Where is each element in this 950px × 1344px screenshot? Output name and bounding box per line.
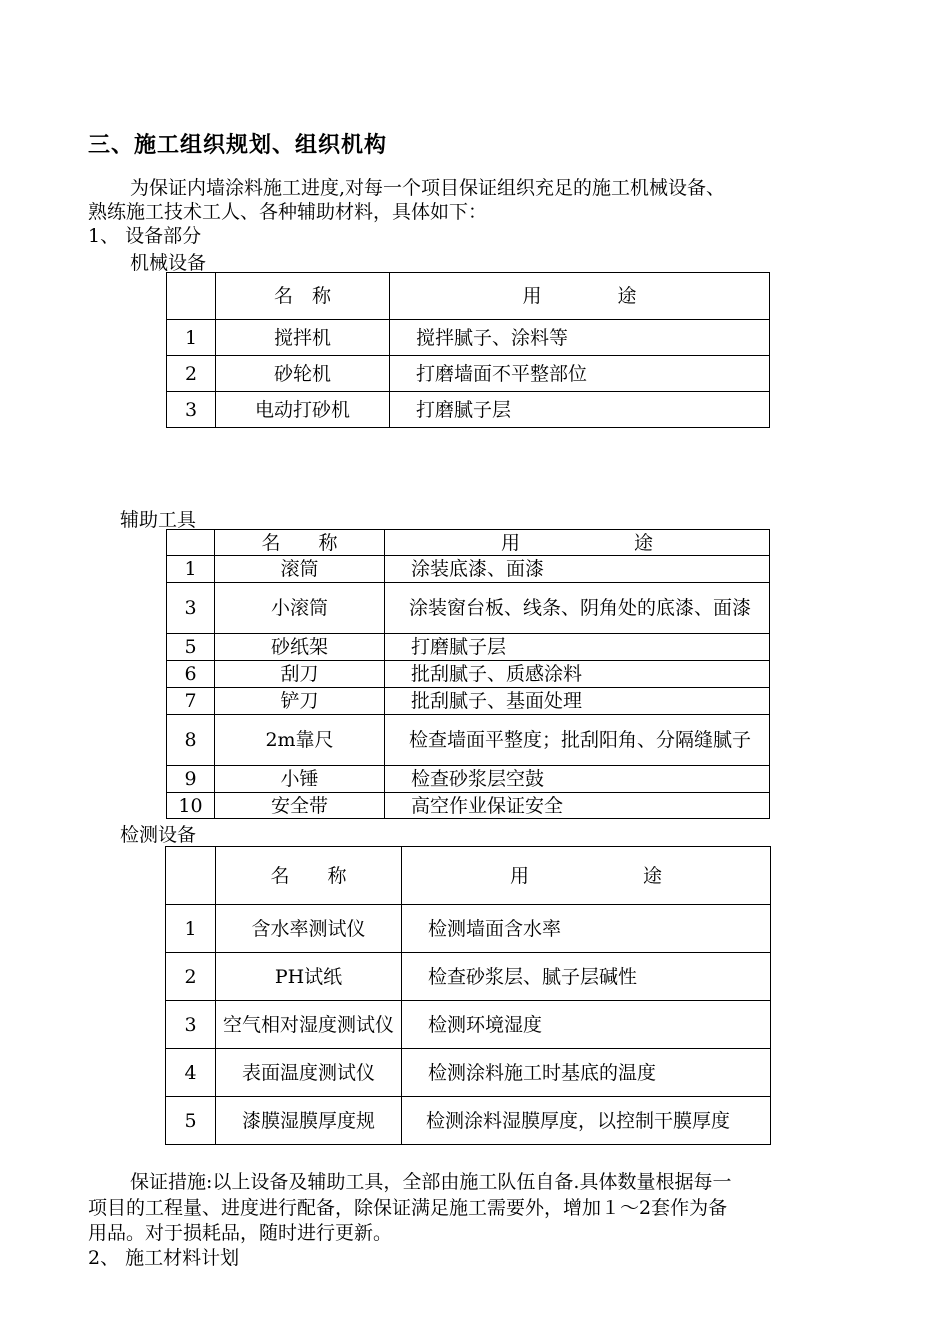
row-use: 搅拌腻子、涂料等 bbox=[390, 320, 770, 356]
row-no: 5 bbox=[166, 1097, 216, 1145]
table-row bbox=[166, 1049, 771, 1097]
row-use: 批刮腻子、质感涂料 bbox=[385, 661, 770, 688]
row-use: 打磨腻子层 bbox=[390, 392, 770, 428]
header-use-cell: 用 途 bbox=[385, 530, 770, 556]
header-name-cell: 名 称 bbox=[215, 530, 385, 556]
header-no-cell bbox=[167, 273, 216, 320]
row-name: 搅拌机 bbox=[216, 320, 390, 356]
row-name: PH试纸 bbox=[216, 953, 402, 1001]
row-use: 检查墙面平整度；批刮阳角、分隔缝腻子 bbox=[385, 715, 770, 766]
table-row bbox=[166, 953, 771, 1001]
header-no-cell bbox=[166, 847, 216, 905]
machinery-header-row bbox=[167, 273, 770, 320]
row-no: 3 bbox=[167, 583, 215, 634]
header-use-cell: 用 途 bbox=[402, 847, 771, 905]
row-no: 1 bbox=[167, 556, 215, 583]
row-no: 2 bbox=[166, 953, 216, 1001]
row-use: 打磨腻子层 bbox=[385, 634, 770, 661]
row-no: 1 bbox=[166, 905, 216, 953]
row-name: 含水率测试仪 bbox=[216, 905, 402, 953]
row-no: 2 bbox=[167, 356, 216, 392]
table-row bbox=[167, 766, 770, 793]
table-row bbox=[167, 392, 770, 428]
row-no: 3 bbox=[167, 392, 216, 428]
row-use: 检测涂料施工时基底的温度 bbox=[402, 1049, 771, 1097]
guarantee-line-1: 保证措施:以上设备及辅助工具，全部由施工队伍自备.具体数量根据每一 bbox=[130, 1171, 732, 1193]
row-name: 安全带 bbox=[215, 793, 385, 819]
row-name: 空气相对湿度测试仪 bbox=[216, 1001, 402, 1049]
row-use: 涂装底漆、面漆 bbox=[385, 556, 770, 583]
tools-header-row bbox=[167, 530, 770, 556]
header-use-cell: 用 途 bbox=[390, 273, 770, 320]
guarantee-line-3: 用品。对于损耗品，随时进行更新。 bbox=[88, 1222, 393, 1244]
machinery-caption: 机械设备 bbox=[130, 252, 207, 274]
testing-caption: 检测设备 bbox=[120, 824, 197, 846]
testing-header-row bbox=[166, 847, 771, 905]
row-no: 5 bbox=[167, 634, 215, 661]
table-row bbox=[167, 715, 770, 766]
table-row bbox=[167, 556, 770, 583]
row-name: 电动打砂机 bbox=[216, 392, 390, 428]
table-row bbox=[166, 1001, 771, 1049]
row-name: 2m靠尺 bbox=[215, 715, 385, 766]
section-title: 三、施工组织规划、组织机构 bbox=[88, 133, 388, 158]
row-name: 砂轮机 bbox=[216, 356, 390, 392]
row-no: 9 bbox=[167, 766, 215, 793]
row-use: 检测墙面含水率 bbox=[402, 905, 771, 953]
row-use: 检查砂浆层空鼓 bbox=[385, 766, 770, 793]
row-name: 漆膜湿膜厚度规 bbox=[216, 1097, 402, 1145]
row-use: 涂装窗台板、线条、阴角处的底漆、面漆 bbox=[385, 583, 770, 634]
intro-line-2: 熟练施工技术工人、各种辅助材料，具体如下： bbox=[88, 201, 488, 223]
row-name: 刮刀 bbox=[215, 661, 385, 688]
table-row bbox=[167, 356, 770, 392]
row-use: 检测环境湿度 bbox=[402, 1001, 771, 1049]
table-row bbox=[166, 1097, 771, 1145]
row-use: 批刮腻子、基面处理 bbox=[385, 688, 770, 715]
row-no: 7 bbox=[167, 688, 215, 715]
machinery-table bbox=[166, 272, 770, 428]
row-name: 铲刀 bbox=[215, 688, 385, 715]
table-row bbox=[167, 661, 770, 688]
row-name: 表面温度测试仪 bbox=[216, 1049, 402, 1097]
table-row bbox=[167, 583, 770, 634]
table-row bbox=[166, 905, 771, 953]
header-no-cell bbox=[167, 530, 215, 556]
row-no: 10 bbox=[167, 793, 215, 819]
part2-heading: 2、 施工材料计划 bbox=[88, 1247, 240, 1269]
table-row bbox=[167, 688, 770, 715]
row-no: 4 bbox=[166, 1049, 216, 1097]
row-name: 砂纸架 bbox=[215, 634, 385, 661]
guarantee-line-2: 项目的工程量、进度进行配备，除保证满足施工需要外，增加１～2套作为备 bbox=[88, 1197, 728, 1219]
table-row bbox=[167, 634, 770, 661]
row-no: 3 bbox=[166, 1001, 216, 1049]
tools-table bbox=[166, 529, 770, 819]
row-name: 小锤 bbox=[215, 766, 385, 793]
testing-table bbox=[165, 846, 771, 1145]
row-use: 打磨墙面不平整部位 bbox=[390, 356, 770, 392]
tools-caption: 辅助工具 bbox=[120, 509, 197, 531]
header-name-cell: 名 称 bbox=[216, 273, 390, 320]
row-use: 检查砂浆层、腻子层碱性 bbox=[402, 953, 771, 1001]
header-name-cell: 名 称 bbox=[216, 847, 402, 905]
row-no: 6 bbox=[167, 661, 215, 688]
row-name: 滚筒 bbox=[215, 556, 385, 583]
row-use: 高空作业保证安全 bbox=[385, 793, 770, 819]
row-use: 检测涂料湿膜厚度，以控制干膜厚度 bbox=[402, 1097, 771, 1145]
intro-line-1: 为保证内墙涂料施工进度,对每一个项目保证组织充足的施工机械设备、 bbox=[130, 177, 726, 199]
row-no: 8 bbox=[167, 715, 215, 766]
row-name: 小滚筒 bbox=[215, 583, 385, 634]
part1-heading: 1、 设备部分 bbox=[88, 225, 202, 247]
table-row bbox=[167, 320, 770, 356]
table-row bbox=[167, 793, 770, 819]
row-no: 1 bbox=[167, 320, 216, 356]
